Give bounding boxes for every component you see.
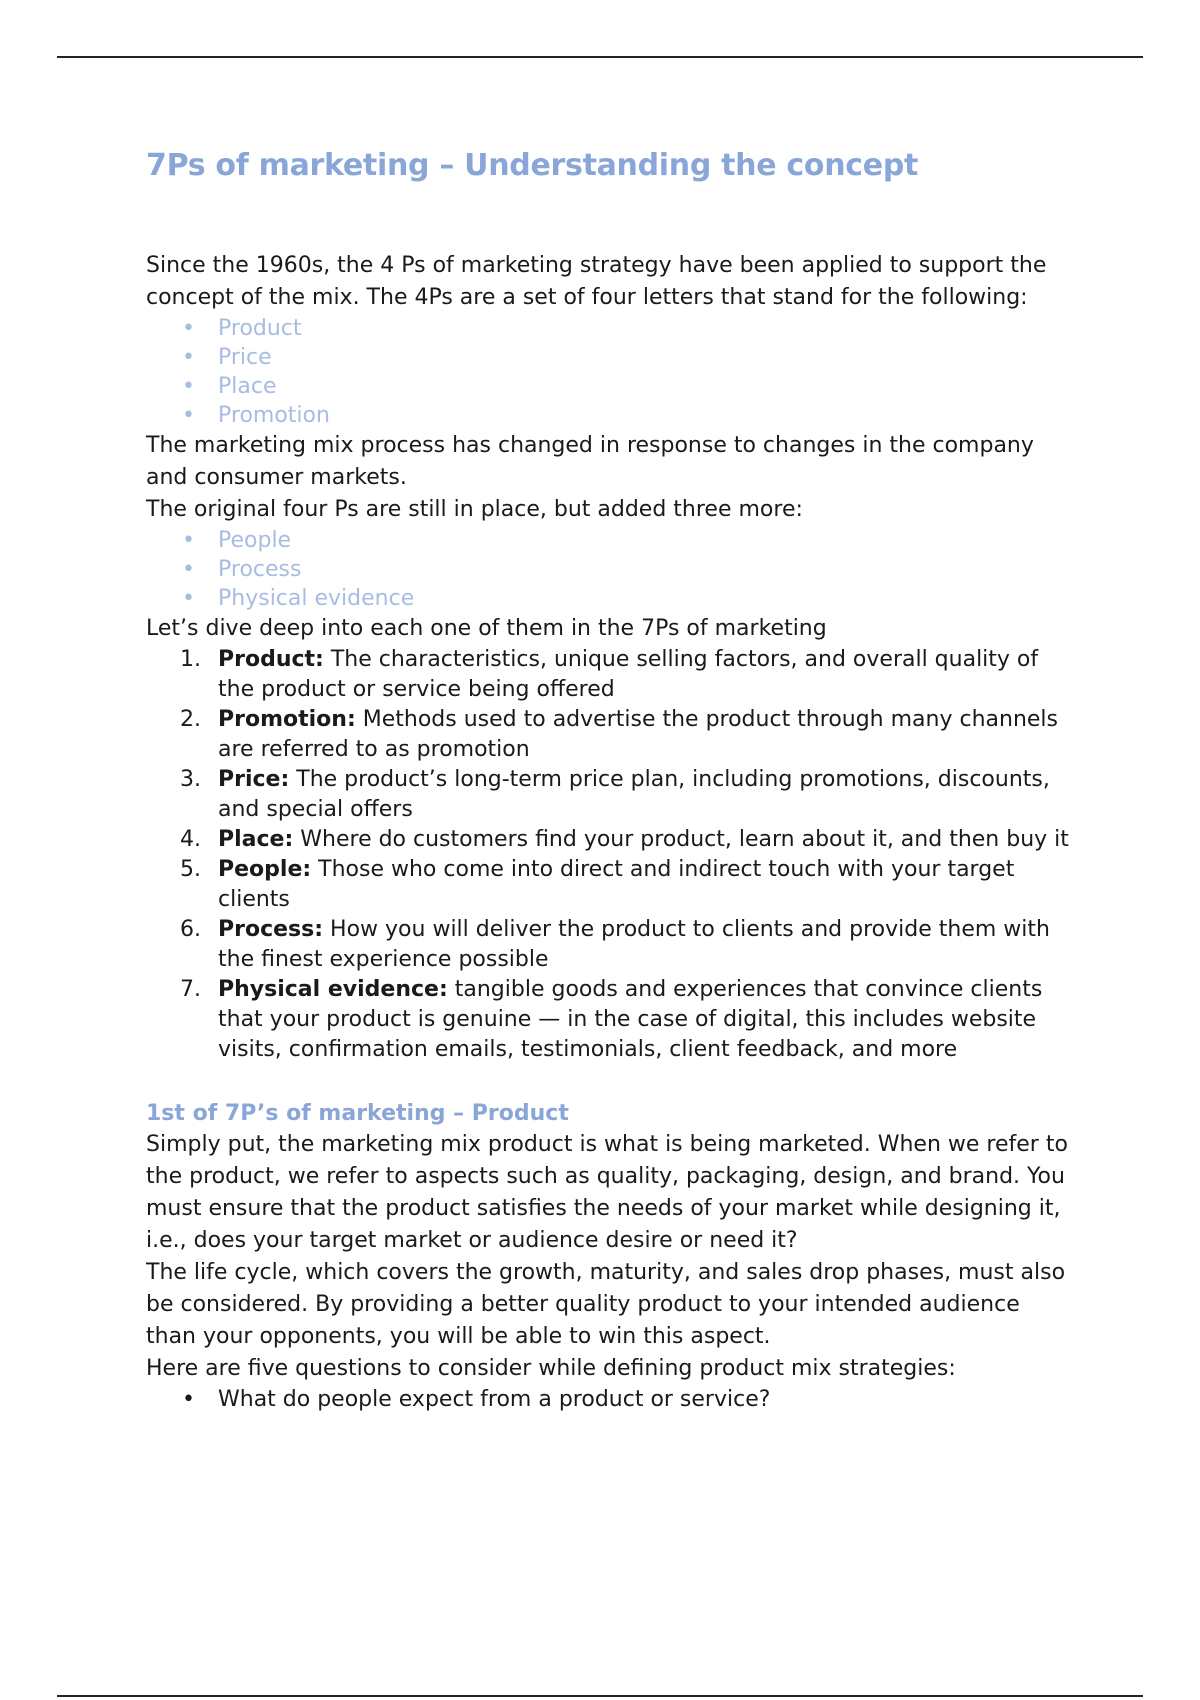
list-item: • Product bbox=[182, 314, 1076, 343]
list-item bbox=[146, 765, 1076, 825]
questions-list bbox=[146, 1385, 1076, 1415]
item-term: Promotion: bbox=[218, 707, 356, 732]
dive-paragraph: Let’s dive deep into each one of them in the 7Ps of marketing bbox=[146, 616, 827, 641]
item-description: Methods used to advertise the product through many channels are referred to as promotion bbox=[218, 707, 1059, 762]
added-paragraph: The original four Ps are still in place, but added three more: bbox=[146, 497, 803, 522]
item-term: Place: bbox=[218, 827, 294, 852]
item-description: The characteristics, unique selling factors, and overall quality of the product or service being offered bbox=[218, 647, 1039, 702]
list-item bbox=[146, 975, 1076, 1065]
list-item: • Price bbox=[182, 343, 1076, 372]
list-item bbox=[146, 645, 1076, 705]
seven-ps-list bbox=[146, 645, 1076, 1065]
item-number: 4. bbox=[180, 827, 201, 852]
item-number: 2. bbox=[180, 707, 201, 732]
list-item: • Physical evidence bbox=[182, 584, 1076, 613]
list-item bbox=[146, 915, 1076, 975]
product-paragraph-3: Here are five questions to consider while defining product mix strategies: bbox=[146, 1356, 956, 1381]
item-term: Physical evidence: bbox=[218, 977, 448, 1002]
top-rule bbox=[57, 56, 1143, 58]
item-description: The product’s long-term price plan, including promotions, discounts, and special offers bbox=[218, 767, 1050, 822]
list-item: • Promotion bbox=[182, 401, 1076, 430]
item-description: Those who come into direct and indirect touch with your target clients bbox=[218, 857, 1015, 912]
section-heading-product: 1st of 7P’s of marketing – Product bbox=[146, 1101, 569, 1126]
list-item bbox=[146, 855, 1076, 915]
item-term: Product: bbox=[218, 647, 324, 672]
list-item: • People bbox=[182, 526, 1076, 555]
item-number: 1. bbox=[180, 647, 201, 672]
intro-paragraph: Since the 1960s, the 4 Ps of marketing strategy have been applied to support the concept of the mix. The 4Ps are a set of four letters that stand for the following: bbox=[146, 253, 1047, 310]
item-term: Price: bbox=[218, 767, 290, 792]
list-item: • Process bbox=[182, 555, 1076, 584]
list-item: • Place bbox=[182, 372, 1076, 401]
document-page bbox=[146, 146, 1076, 1415]
item-description: How you will deliver the product to clients and provide them with the finest experience possible bbox=[218, 917, 1050, 972]
document-title: 7Ps of marketing – Understanding the concept bbox=[146, 148, 919, 183]
item-number: 3. bbox=[180, 767, 201, 792]
list-item bbox=[146, 705, 1076, 765]
item-description: Where do customers find your product, learn about it, and then buy it bbox=[293, 827, 1069, 852]
item-number: 6. bbox=[180, 917, 201, 942]
product-paragraph-1: Simply put, the marketing mix product is what is being marketed. When we refer to the product, we refer to aspects such as quality, packaging, design, and brand. You must ensure that the product satisfies the needs of your market while designing it, i.e., does your target market or audience desire or need it? bbox=[146, 1132, 1068, 1253]
bottom-rule bbox=[57, 1695, 1143, 1697]
item-term: Process: bbox=[218, 917, 324, 942]
item-term: People: bbox=[218, 857, 312, 882]
item-number: 7. bbox=[180, 977, 201, 1002]
product-paragraph-2: The life cycle, which covers the growth, maturity, and sales drop phases, must also be considered. By providing a better quality product to your intended audience than your opponents, you will be able to win this aspect. bbox=[146, 1260, 1066, 1349]
list-item: • What do people expect from a product or service? bbox=[182, 1385, 1076, 1415]
item-description: tangible goods and experiences that convince clients that your product is genuine — in the case of digital, this includes website visits, confirmation emails, testimonials, client feedback, and more bbox=[218, 977, 1043, 1062]
list-item bbox=[146, 825, 1076, 855]
item-number: 5. bbox=[180, 857, 201, 882]
three-more-list bbox=[146, 526, 1076, 613]
four-ps-list bbox=[146, 314, 1076, 430]
change-paragraph: The marketing mix process has changed in response to changes in the company and consumer markets. bbox=[146, 433, 1034, 490]
